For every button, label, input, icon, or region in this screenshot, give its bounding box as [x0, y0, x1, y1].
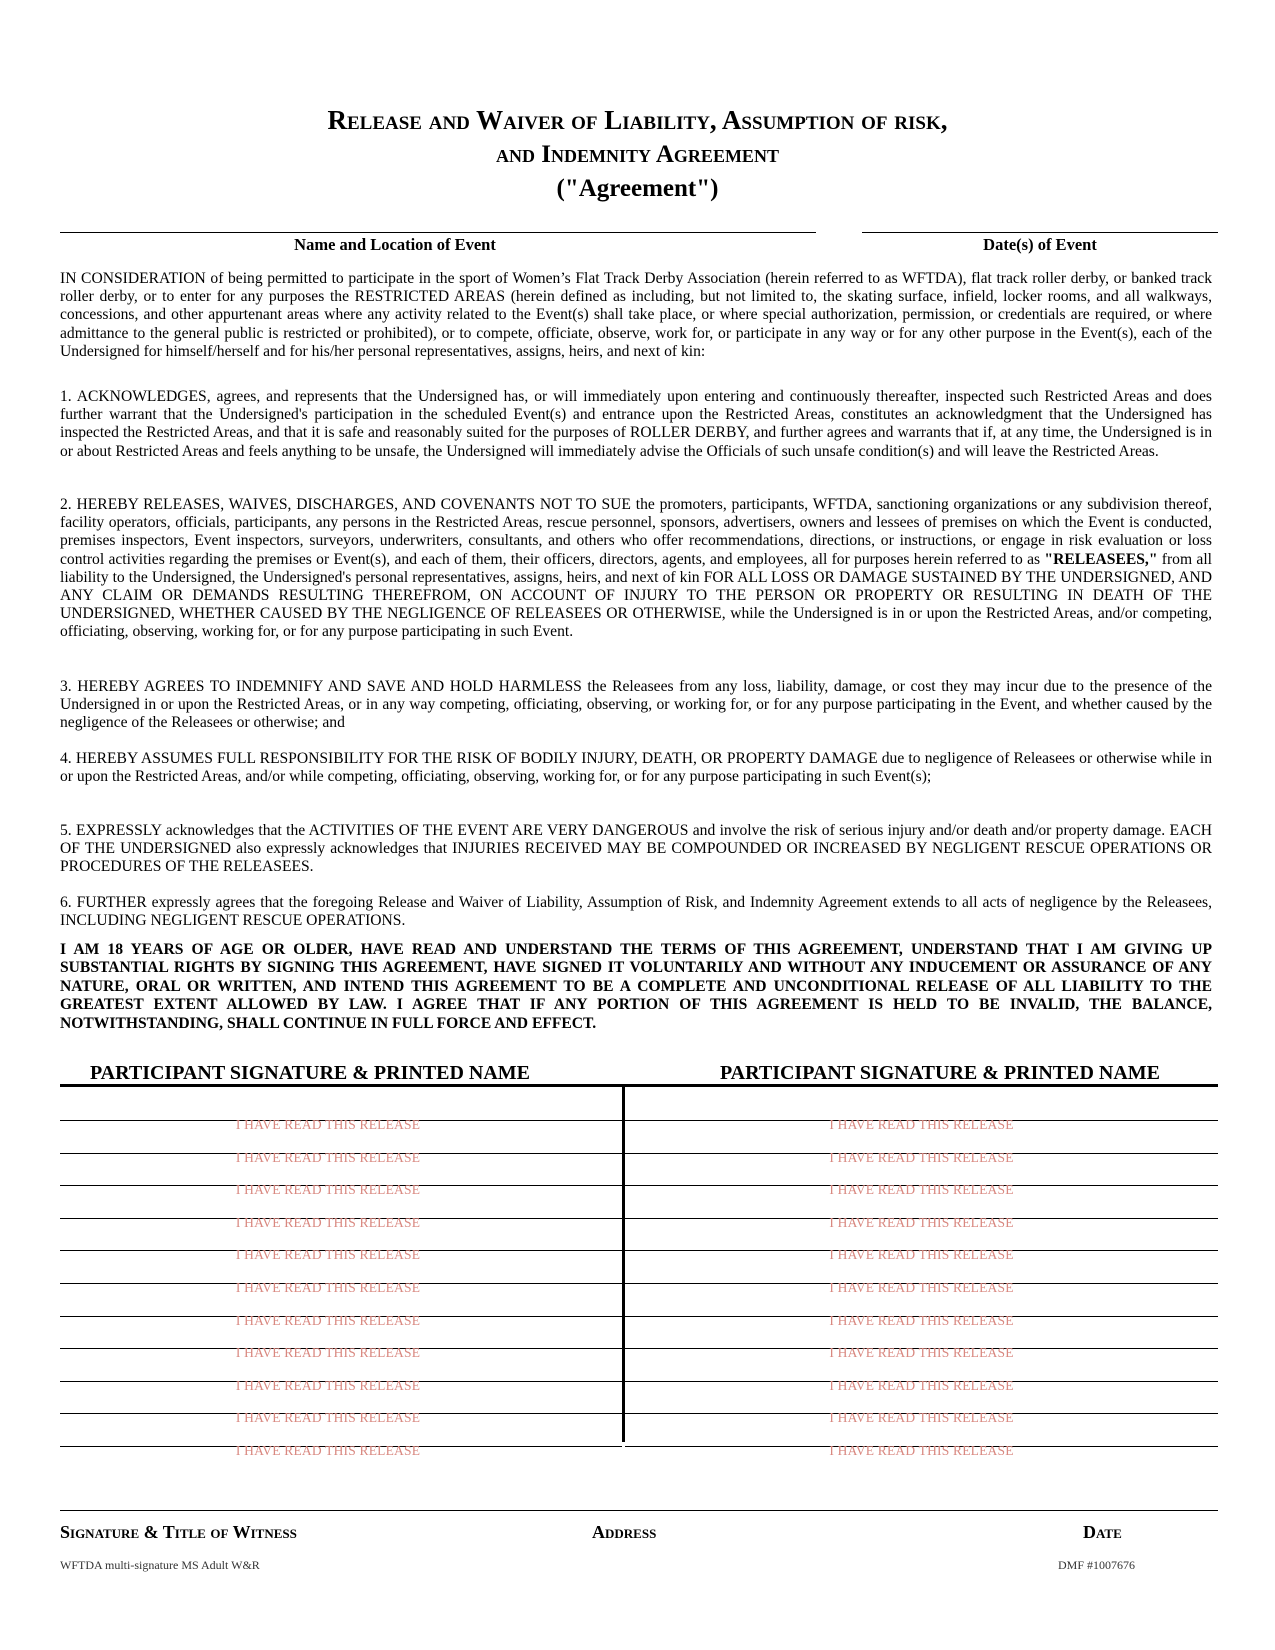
right-signature-header: PARTICIPANT SIGNATURE & PRINTED NAME	[719, 1062, 1161, 1084]
document-title-line3: ("Agreement")	[556, 175, 719, 202]
clause-2-text-continued: from all liability to the Undersigned, the Undersigned's personal representatives, assigns, heirs, and next of kin FOR ALL LOSS OR DAMAGE SUSTAINED BY THE UNDERSIGNED, AND ANY CLAIM OR DEMANDS RESULTING THEREFROM, ON ACCOUNT OF INJURY TO THE PERSON OR PROPERTY OR RESULTING IN DEATH OF THE UNDERSIGNED, WHETHER CAUSED BY THE NEGLIGENCE OF RELEASEES OR OTHERWISE, while the Undersigned is in or upon the Restricted Areas, and/or competing, officiating, observing, working for, or for any purpose participating in such Event.	[60, 550, 1212, 641]
document-title-line1: Release and Waiver of Liability, Assumption of risk,	[327, 105, 948, 135]
left-signature-caption: I HAVE READ THIS RELEASE	[235, 1280, 421, 1295]
right-signature-caption: I HAVE READ THIS RELEASE	[829, 1410, 1014, 1425]
event-date-line[interactable]	[862, 232, 1218, 233]
event-date-label: Date(s) of Event	[983, 235, 1097, 254]
footer-form-name: WFTDA multi-signature MS Adult W&R	[60, 1558, 260, 1572]
right-signature-caption: I HAVE READ THIS RELEASE	[829, 1215, 1014, 1230]
left-signature-caption: I HAVE READ THIS RELEASE	[235, 1378, 421, 1393]
left-signature-caption: I HAVE READ THIS RELEASE	[235, 1215, 421, 1230]
left-signature-caption: I HAVE READ THIS RELEASE	[235, 1443, 421, 1458]
right-signature-caption: I HAVE READ THIS RELEASE	[829, 1378, 1014, 1393]
witness-signature-label: Signature & Title of Witness	[60, 1522, 297, 1542]
event-name-line[interactable]	[60, 232, 816, 233]
right-signature-caption: I HAVE READ THIS RELEASE	[829, 1280, 1014, 1295]
age-affirmation: I AM 18 YEARS OF AGE OR OLDER, HAVE READ AND UNDERSTAND THE TERMS OF THIS AGREEMENT, UNDERSTAND THAT I AM GIVING UP SUBSTANTIAL RIGHTS BY SIGNING THIS AGREEMENT, HAVE SIGNED IT VOLUNTARILY AND WITHOUT ANY INDUCEMENT OR ASSURANCE OF ANY NATURE, ORAL OR WRITTEN, AND INTEND THIS AGREEMENT TO BE A COMPLETE AND UNCONDITIONAL RELEASE OF ALL LIABILITY TO THE GREATEST EXTENT ALLOWED BY LAW. I AGREE THAT IF ANY PORTION OF THIS AGREEMENT IS HELD TO BE INVALID, THE BALANCE, NOTWITHSTANDING, SHALL CONTINUE IN FULL FORCE AND EFFECT.	[60, 941, 1212, 1032]
witness-address-label: Address	[592, 1522, 657, 1542]
right-signature-caption: I HAVE READ THIS RELEASE	[829, 1117, 1014, 1132]
right-signature-caption: I HAVE READ THIS RELEASE	[829, 1247, 1014, 1262]
releasees-term: "RELEASEES,"	[1044, 550, 1158, 568]
footer-doc-number: DMF #1007676	[1058, 1558, 1136, 1572]
left-signature-header: PARTICIPANT SIGNATURE & PRINTED NAME	[89, 1062, 531, 1084]
clause-5: 5. EXPRESSLY acknowledges that the ACTIVITIES OF THE EVENT ARE VERY DANGEROUS and involve the risk of serious injury and/or death and/or property damage. EACH OF THE UNDERSIGNED also expressly acknowledges that INJURIES RECEIVED MAY BE COMPOUNDED OR INCREASED BY NEGLIGENT RESCUE OPERATIONS OR PROCEDURES OF THE RELEASEES.	[60, 822, 1212, 876]
right-signature-caption: I HAVE READ THIS RELEASE	[829, 1443, 1014, 1458]
left-signature-caption: I HAVE READ THIS RELEASE	[235, 1345, 421, 1360]
clause-3: 3. HEREBY AGREES TO INDEMNIFY AND SAVE AND HOLD HARMLESS the Releasees from any loss, liability, damage, or cost they may incur due to the presence of the Undersigned in or upon the Restricted Areas, or in any way competing, officiating, observing, or working for, or for any purpose participating in the Event, and whether caused by the negligence of the Releasees or otherwise; and	[60, 678, 1212, 732]
clause-2-text: 2. HEREBY RELEASES, WAIVES, DISCHARGES, AND COVENANTS NOT TO SUE the promoters, participants, WFTDA, sanctioning organizations or any subdivision thereof, facility operators, officials, participants, any persons in the Restricted Areas, rescue personnel, sponsors, advertisers, owners and lessees of premises on which the Event is conducted, premises inspectors, Event inspectors, surveyors, underwriters, consultants, and others who offer recommendations, directions, or instructions, or engage in risk evaluation or loss control activities regarding the premises or Event(s), and each of them, their officers, directors, agents, and employees, all for purposes herein referred to as	[60, 496, 1212, 568]
consideration-paragraph: IN CONSIDERATION of being permitted to participate in the sport of Women’s Flat Track Derby Association (herein referred to as WFTDA), flat track roller derby, or banked track roller derby, or to enter for any purposes the RESTRICTED AREAS (herein defined as including, but not limited to, the skating surface, infield, locker rooms, and all walkways, concessions, and other appurtenant areas where any activity related to the Event(s) shall take place, or where special authorization, permission, or credentials are required, or where admittance to the general public is restricted or prohibited), or to compete, officiate, observe, work for, or participate in any way or for any other purpose in the Event(s), each of the Undersigned for himself/herself and for his/her personal representatives, assigns, heirs, and next of kin:	[60, 270, 1212, 360]
right-signature-caption: I HAVE READ THIS RELEASE	[829, 1313, 1014, 1328]
signature-block-top-rule	[60, 1084, 1218, 1087]
clause-4: 4. HEREBY ASSUMES FULL RESPONSIBILITY FOR THE RISK OF BODILY INJURY, DEATH, OR PROPERTY DAMAGE due to negligence of Releasees or otherwise while in or upon the Restricted Areas, and/or while competing, officiating, observing, working for, or for any purpose participating in such Event(s);	[60, 750, 1212, 786]
clause-1: 1. ACKNOWLEDGES, agrees, and represents that the Undersigned has, or will immediately upon entering and continuously thereafter, inspected such Restricted Areas and does further warrant that the Undersigned's participation in the scheduled Event(s) and entrance upon the Restricted Areas, constitutes an acknowledgment that the Undersigned has inspected the Restricted Areas, and that it is safe and reasonably suited for the purposes of ROLLER DERBY, and further agrees and warrants that if, at any time, the Undersigned is in or about Restricted Areas and feels anything to be unsafe, the Undersigned will immediately advise the Officials of such unsafe condition(s) and will leave the Restricted Areas.	[60, 388, 1212, 460]
left-signature-caption: I HAVE READ THIS RELEASE	[235, 1410, 421, 1425]
document-title-line2: and Indemnity Agreement	[496, 141, 779, 168]
right-signature-caption: I HAVE READ THIS RELEASE	[829, 1182, 1014, 1197]
right-signature-caption: I HAVE READ THIS RELEASE	[829, 1345, 1014, 1360]
left-signature-caption: I HAVE READ THIS RELEASE	[235, 1313, 421, 1328]
right-signature-caption: I HAVE READ THIS RELEASE	[829, 1150, 1014, 1165]
left-signature-caption: I HAVE READ THIS RELEASE	[235, 1150, 421, 1165]
witness-date-label: Date	[1083, 1522, 1122, 1542]
left-signature-caption: I HAVE READ THIS RELEASE	[235, 1247, 421, 1262]
left-signature-caption: I HAVE READ THIS RELEASE	[235, 1117, 421, 1132]
clause-6: 6. FURTHER expressly agrees that the foregoing Release and Waiver of Liability, Assumption of Risk, and Indemnity Agreement extends to all acts of negligence by the Releasees, INCLUDING NEGLIGENT RESCUE OPERATIONS.	[60, 894, 1212, 930]
event-name-label: Name and Location of Event	[294, 235, 496, 254]
witness-line[interactable]	[60, 1510, 1218, 1511]
left-signature-caption: I HAVE READ THIS RELEASE	[235, 1182, 421, 1197]
clause-2	[60, 496, 1212, 642]
